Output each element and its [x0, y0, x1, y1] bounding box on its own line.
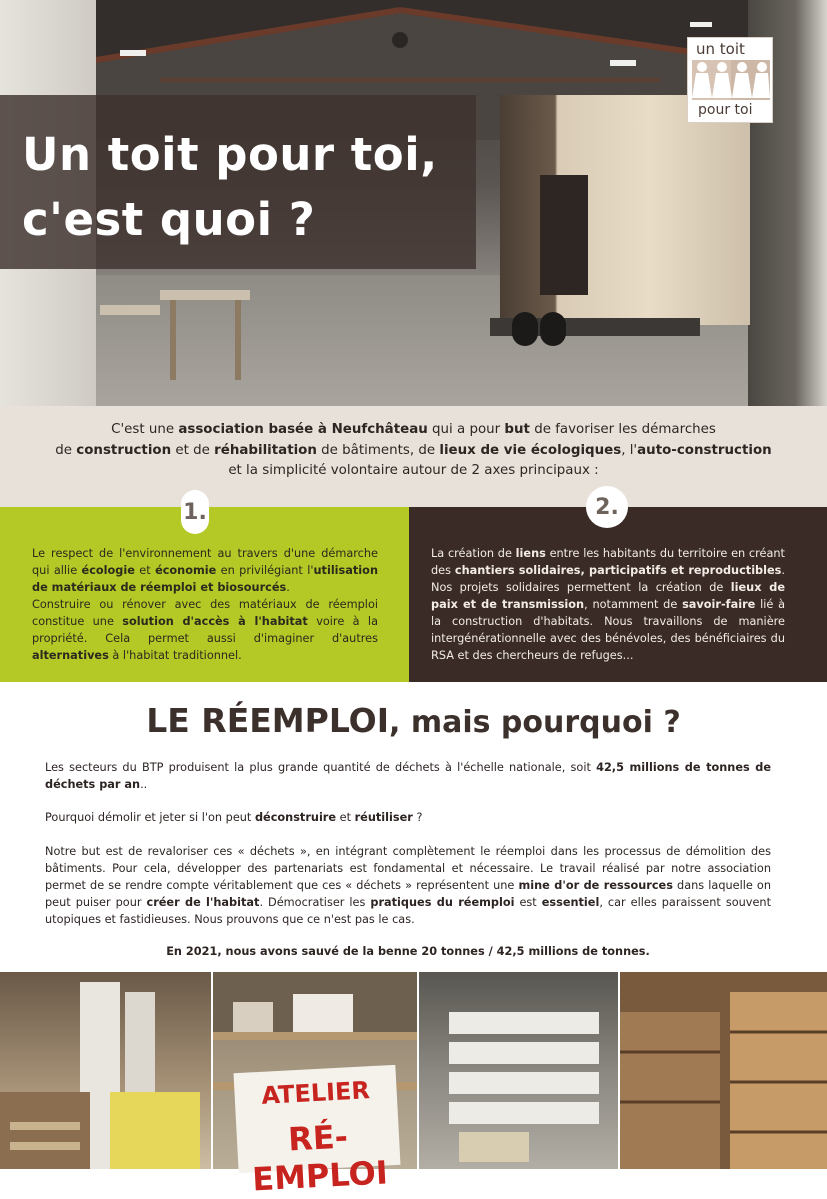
sign-line-2: RÉ-EMPLOI [251, 1117, 389, 1199]
reemploi-title [0, 698, 827, 746]
photo-strip [0, 972, 827, 1169]
logo-text-top: un toit [696, 40, 745, 58]
intro-line-3: et la simplicité volontaire autour de 2 axes principaux : [228, 463, 599, 478]
reemploi-paragraph-1: Les secteurs du BTP produisent la plus grande quantité de déchets à l'échelle nationale, soit 42,5 millions de tonnes de déchets par an.. [45, 761, 771, 791]
axis-2-text [431, 545, 785, 664]
intro-band [0, 406, 827, 507]
intro-line-2: de construction et de réhabilitation de bâtiments, de lieux de vie écologiques, l'auto-construction [55, 442, 772, 458]
people-chain-icon [692, 60, 770, 100]
axis-1-text [32, 545, 378, 664]
wood-rack-illustration [620, 972, 827, 1169]
axis-2-badge: 2. [586, 486, 628, 528]
radiators-illustration [419, 972, 618, 1169]
axis-1-paragraph: Construire ou rénover avec des matériaux de réemploi constitue une solution d'accès à l'habitat voire à la propriété. Cela permet aussi d'imaginer d'autres alternatives à l'habitat traditionnel. [32, 598, 378, 662]
title-line-2: c'est quoi ? [22, 193, 316, 246]
atelier-reemploi-sign [233, 1065, 400, 1199]
reemploi-highlight: En 2021, nous avons sauvé de la benne 20 tonnes / 42,5 millions de tonnes. [166, 945, 650, 958]
photo-wood-rack [620, 972, 827, 1169]
page-title [22, 122, 482, 252]
logo [687, 37, 773, 123]
workbench [100, 305, 160, 315]
photo-radiators [419, 972, 618, 1169]
trailer-wheel [540, 312, 566, 346]
workbench-leg [235, 300, 241, 380]
axis-1-badge: 1. [181, 490, 209, 534]
sign-line-1: ATELIER [260, 1076, 371, 1110]
intro-line-1: C'est une association basée à Neufchâteau qui a pour but de favoriser les démarches [111, 422, 716, 437]
intro-text [40, 420, 787, 482]
tiny-house-door [540, 175, 588, 295]
reemploi-paragraph-2: Pourquoi démolir et jeter si l'on peut déconstruire et réutiliser ? [45, 811, 423, 824]
tiny-house [500, 95, 753, 325]
title-line-1: Un toit pour toi, [22, 128, 438, 181]
reemploi-paragraph-3: Notre but est de revaloriser ces « déchets », en intégrant complètement le réemploi dans les processus de démolition des bâtiments. Pour cela, développer des partenariats est fondamental et nécessaire. Le travail réalisé par notre association permet de se rendre compte véritablement que ces « déchets » représentent une mine d'or de ressources dans laquelle on peut puiser pour créer de l'habitat. Démocratiser les pratiques du réemploi est essentiel, car elles paraissent souvent utopiques et fastidieuses. Nous prouvons que ce n'est pas le cas. [45, 845, 772, 926]
reemploi-title-rest: , mais pourquoi ? [389, 705, 681, 740]
axis-2-paragraph: La création de liens entre les habitants du territoire en créant des chantiers solidaires, participatifs et reproductibles. Nos projets solidaires permettent la création de lieux de paix et de transmission, notamment de savoir-faire lié à la construction d'habitats. Nous travaillons de manière intergénérationnelle avec des bénévoles, des bénéficiaires du RSA et des chercheurs de refuges... [431, 547, 786, 662]
trailer-wheel [512, 312, 538, 346]
axis-1-paragraph: Le respect de l'environnement au travers d'une démarche qui allie écologie et économie en privilégiant l'utilisation de matériaux de réemploi et biosourcés. [32, 547, 378, 594]
materials-storage-illustration [0, 972, 211, 1169]
workbench [160, 290, 250, 300]
reemploi-title-main: LE RÉEMPLOI [146, 701, 389, 740]
photo-materials-storage [0, 972, 211, 1169]
workbench-leg [170, 300, 176, 380]
logo-text-bottom: pour toi [698, 102, 753, 118]
